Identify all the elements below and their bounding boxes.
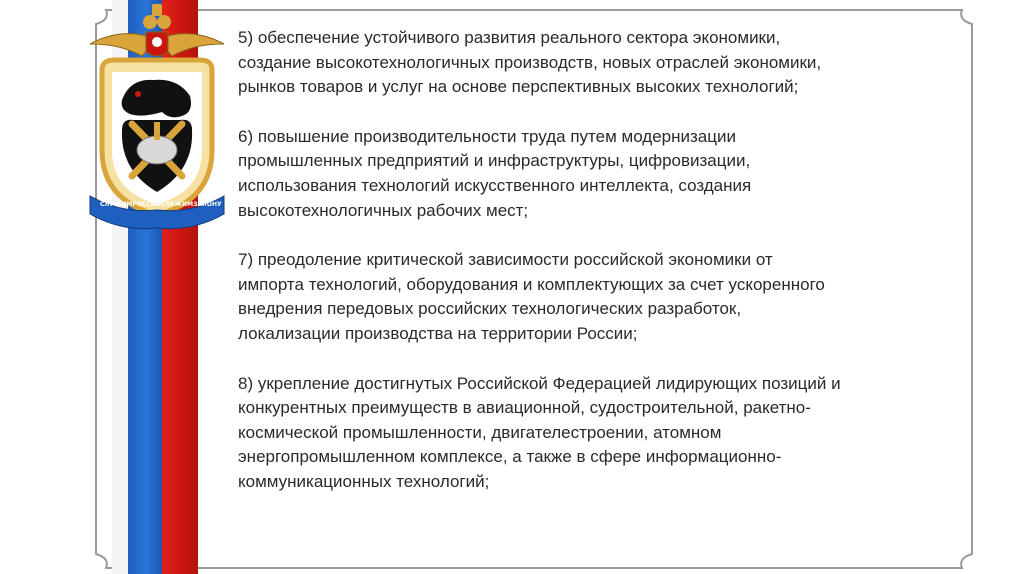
- text-line: локализации производства на территории России;: [238, 323, 638, 343]
- text-line: 8) укрепление достигнутых Российской Федерацией лидирующих позиций и: [238, 373, 841, 393]
- text-line: 7) преодоление критической зависимости российской экономики от: [238, 250, 773, 270]
- text-line: энергопромышленном комплексе, а также в сфере информационно-: [238, 447, 782, 467]
- ribbon-word: ЗАКОНУ: [193, 201, 222, 208]
- document-body: [238, 26, 958, 520]
- police-emblem-icon: [82, 0, 232, 235]
- ribbon-word: РОССИИ: [132, 201, 161, 208]
- text-line: промышленных предприятий и инфраструктуры, цифровизации,: [238, 151, 751, 171]
- text-line: 6) повышение производительности труда путем модернизации: [238, 126, 736, 146]
- paragraph-6: [238, 125, 958, 223]
- text-line: конкурентных преимуществ в авиационной, судостроительной, ракетно-: [238, 398, 811, 418]
- text-line: внедрения передовых российских технологических разработок,: [238, 299, 742, 319]
- text-line: высокотехнологичных рабочих мест;: [238, 200, 529, 220]
- ribbon-word: СЛУЖИМ: [100, 201, 133, 208]
- text-line: космической промышленности, двигателестроении, атомном: [238, 422, 722, 442]
- text-line: рынков товаров и услуг на основе перспективных высоких технологий;: [238, 77, 799, 97]
- text-line: импорта технологий, оборудования и комплектующих за счет ускоренного: [238, 274, 825, 294]
- ribbon-word: СЛУЖИМ: [160, 201, 194, 208]
- text-line: 5) обеспечение устойчивого развития реального сектора экономики,: [238, 28, 781, 47]
- paragraph-5: [238, 26, 958, 100]
- text-line: использования технологий искусственного интеллекта, создания: [238, 175, 752, 195]
- text-line: создание высокотехнологичных производств, новых отраслей экономики,: [238, 52, 822, 72]
- paragraph-7: [238, 248, 958, 346]
- text-line: коммуникационных технологий;: [238, 471, 490, 491]
- paragraph-8: [238, 372, 958, 495]
